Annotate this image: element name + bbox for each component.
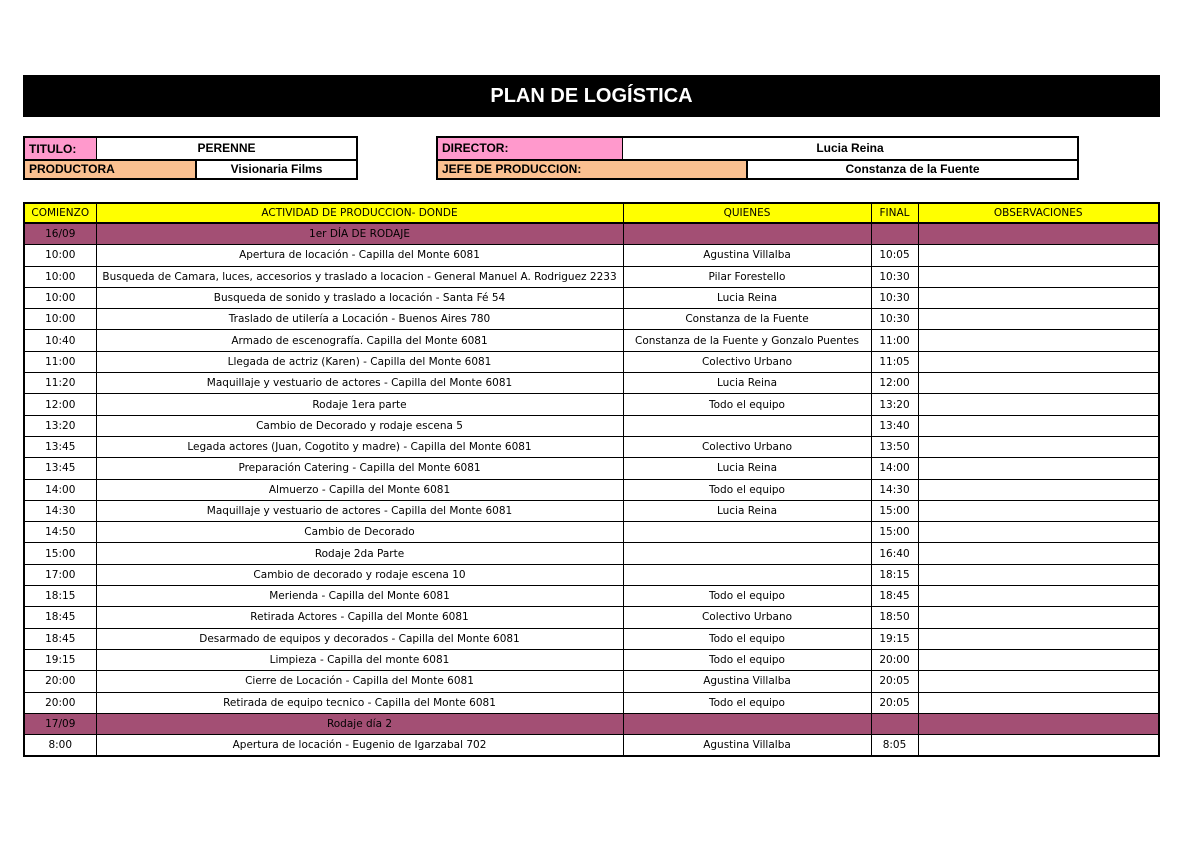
table-row	[24, 628, 1159, 649]
activity-cell: Cambio de Decorado y rodaje escena 5	[96, 415, 623, 436]
who-cell	[623, 223, 871, 245]
table-row	[24, 330, 1159, 351]
start-cell: 10:00	[24, 266, 96, 287]
activity-cell: Merienda - Capilla del Monte 6081	[96, 586, 623, 607]
activity-cell: Apertura de locación - Capilla del Monte 6081	[96, 245, 623, 266]
activity-cell: Rodaje 1era parte	[96, 394, 623, 415]
start-cell: 10:40	[24, 330, 96, 351]
end-cell: 15:00	[871, 522, 918, 543]
who-cell	[623, 543, 871, 564]
end-cell	[871, 713, 918, 734]
activity-cell: Cambio de decorado y rodaje escena 10	[96, 564, 623, 585]
end-cell: 8:05	[871, 735, 918, 757]
page-title: PLAN DE LOGÍSTICA	[23, 75, 1160, 117]
who-cell: Constanza de la Fuente	[623, 309, 871, 330]
start-cell: 13:45	[24, 458, 96, 479]
productora-label: PRODUCTORA	[25, 161, 197, 178]
start-cell: 18:45	[24, 628, 96, 649]
activity-cell: Maquillaje y vestuario de actores - Capilla del Monte 6081	[96, 500, 623, 521]
who-cell: Todo el equipo	[623, 692, 871, 713]
col-header-quienes: QUIENES	[623, 203, 871, 223]
end-cell: 14:00	[871, 458, 918, 479]
activity-cell: Maquillaje y vestuario de actores - Capilla del Monte 6081	[96, 373, 623, 394]
who-cell	[623, 415, 871, 436]
col-header-observaciones: OBSERVACIONES	[918, 203, 1159, 223]
obs-cell	[918, 351, 1159, 372]
obs-cell	[918, 373, 1159, 394]
obs-cell	[918, 522, 1159, 543]
table-row	[24, 543, 1159, 564]
activity-cell: Desarmado de equipos y decorados - Capilla del Monte 6081	[96, 628, 623, 649]
table-row	[24, 735, 1159, 757]
start-cell: 14:50	[24, 522, 96, 543]
activity-cell: Cierre de Locación - Capilla del Monte 6081	[96, 671, 623, 692]
start-cell: 17:00	[24, 564, 96, 585]
table-row	[24, 394, 1159, 415]
obs-cell	[918, 586, 1159, 607]
end-cell: 14:30	[871, 479, 918, 500]
who-cell: Todo el equipo	[623, 628, 871, 649]
obs-cell	[918, 223, 1159, 245]
who-cell: Todo el equipo	[623, 394, 871, 415]
start-cell: 10:00	[24, 287, 96, 308]
start-cell: 14:00	[24, 479, 96, 500]
who-cell: Agustina Villalba	[623, 671, 871, 692]
who-cell: Lucia Reina	[623, 373, 871, 394]
day-header-row	[24, 223, 1159, 245]
activity-cell: 1er DÍA DE RODAJE	[96, 223, 623, 245]
table-row	[24, 692, 1159, 713]
who-cell	[623, 564, 871, 585]
jefe-label: JEFE DE PRODUCCION:	[438, 161, 748, 178]
end-cell: 13:50	[871, 436, 918, 457]
who-cell	[623, 522, 871, 543]
table-row	[24, 500, 1159, 521]
start-cell: 18:45	[24, 607, 96, 628]
end-cell: 13:40	[871, 415, 918, 436]
end-cell: 12:00	[871, 373, 918, 394]
table-row	[24, 436, 1159, 457]
who-cell: Colectivo Urbano	[623, 436, 871, 457]
who-cell: Lucia Reina	[623, 287, 871, 308]
obs-cell	[918, 458, 1159, 479]
obs-cell	[918, 415, 1159, 436]
start-cell: 13:45	[24, 436, 96, 457]
start-cell: 10:00	[24, 245, 96, 266]
table-row	[24, 458, 1159, 479]
who-cell: Agustina Villalba	[623, 735, 871, 757]
obs-cell	[918, 330, 1159, 351]
obs-cell	[918, 671, 1159, 692]
end-cell: 10:30	[871, 287, 918, 308]
who-cell: Agustina Villalba	[623, 245, 871, 266]
start-cell: 11:20	[24, 373, 96, 394]
end-cell: 20:05	[871, 671, 918, 692]
activity-cell: Traslado de utilería a Locación - Buenos Aires 780	[96, 309, 623, 330]
end-cell: 11:00	[871, 330, 918, 351]
who-cell	[623, 713, 871, 734]
start-cell: 12:00	[24, 394, 96, 415]
table-row	[24, 564, 1159, 585]
production-info-right	[436, 136, 1079, 180]
start-cell: 19:15	[24, 649, 96, 670]
col-header-actividad: ACTIVIDAD DE PRODUCCION- DONDE	[96, 203, 623, 223]
activity-cell: Apertura de locación - Eugenio de Igarzabal 702	[96, 735, 623, 757]
obs-cell	[918, 713, 1159, 734]
activity-cell: Almuerzo - Capilla del Monte 6081	[96, 479, 623, 500]
activity-cell: Busqueda de Camara, luces, accesorios y traslado a locacion - General Manuel A. Rodriguez 2233	[96, 266, 623, 287]
jefe-value: Constanza de la Fuente	[845, 162, 980, 176]
end-cell: 13:20	[871, 394, 918, 415]
who-cell: Colectivo Urbano	[623, 607, 871, 628]
end-cell: 10:05	[871, 245, 918, 266]
end-cell: 20:00	[871, 649, 918, 670]
activity-cell: Armado de escenografía. Capilla del Monte 6081	[96, 330, 623, 351]
obs-cell	[918, 287, 1159, 308]
end-cell: 19:15	[871, 628, 918, 649]
production-info-left	[23, 136, 358, 180]
table-row	[24, 586, 1159, 607]
obs-cell	[918, 479, 1159, 500]
end-cell: 18:45	[871, 586, 918, 607]
obs-cell	[918, 266, 1159, 287]
obs-cell	[918, 543, 1159, 564]
end-cell: 16:40	[871, 543, 918, 564]
start-cell: 14:30	[24, 500, 96, 521]
obs-cell	[918, 309, 1159, 330]
end-cell	[871, 223, 918, 245]
activity-cell: Rodaje día 2	[96, 713, 623, 734]
obs-cell	[918, 245, 1159, 266]
table-row	[24, 266, 1159, 287]
obs-cell	[918, 500, 1159, 521]
activity-cell: Retirada de equipo tecnico - Capilla del Monte 6081	[96, 692, 623, 713]
productora-value: Visionaria Films	[230, 162, 323, 176]
activity-cell: Cambio de Decorado	[96, 522, 623, 543]
activity-cell: Busqueda de sonido y traslado a locación - Santa Fé 54	[96, 287, 623, 308]
table-row	[24, 287, 1159, 308]
table-row	[24, 245, 1159, 266]
who-cell: Constanza de la Fuente y Gonzalo Puentes	[623, 330, 871, 351]
end-cell: 20:05	[871, 692, 918, 713]
start-cell: 13:20	[24, 415, 96, 436]
col-header-comienzo: COMIENZO	[24, 203, 96, 223]
who-cell: Pilar Forestello	[623, 266, 871, 287]
day-header-row	[24, 713, 1159, 734]
start-cell: 20:00	[24, 671, 96, 692]
start-cell: 8:00	[24, 735, 96, 757]
end-cell: 18:50	[871, 607, 918, 628]
table-row	[24, 351, 1159, 372]
obs-cell	[918, 564, 1159, 585]
table-row	[24, 373, 1159, 394]
end-cell: 11:05	[871, 351, 918, 372]
activity-cell: Preparación Catering - Capilla del Monte 6081	[96, 458, 623, 479]
table-header-row	[24, 203, 1159, 223]
table-row	[24, 415, 1159, 436]
table-row	[24, 522, 1159, 543]
activity-cell: Llegada de actriz (Karen) - Capilla del Monte 6081	[96, 351, 623, 372]
who-cell: Lucia Reina	[623, 458, 871, 479]
table-row	[24, 309, 1159, 330]
table-row	[24, 479, 1159, 500]
start-cell: 17/09	[24, 713, 96, 734]
who-cell: Lucia Reina	[623, 500, 871, 521]
titulo-value: PERENNE	[197, 141, 256, 155]
who-cell: Todo el equipo	[623, 479, 871, 500]
start-cell: 18:15	[24, 586, 96, 607]
table-row	[24, 607, 1159, 628]
director-label: DIRECTOR:	[438, 138, 623, 159]
col-header-final: FINAL	[871, 203, 918, 223]
start-cell: 15:00	[24, 543, 96, 564]
end-cell: 18:15	[871, 564, 918, 585]
end-cell: 10:30	[871, 266, 918, 287]
table-row	[24, 671, 1159, 692]
obs-cell	[918, 394, 1159, 415]
titulo-label: TITULO:	[25, 138, 97, 159]
activity-cell: Rodaje 2da Parte	[96, 543, 623, 564]
director-value: Lucia Reina	[816, 141, 884, 155]
table-row	[24, 649, 1159, 670]
who-cell: Todo el equipo	[623, 586, 871, 607]
obs-cell	[918, 692, 1159, 713]
logistics-table	[23, 202, 1160, 757]
obs-cell	[918, 436, 1159, 457]
start-cell: 16/09	[24, 223, 96, 245]
obs-cell	[918, 628, 1159, 649]
start-cell: 20:00	[24, 692, 96, 713]
start-cell: 10:00	[24, 309, 96, 330]
who-cell: Colectivo Urbano	[623, 351, 871, 372]
obs-cell	[918, 735, 1159, 757]
obs-cell	[918, 649, 1159, 670]
obs-cell	[918, 607, 1159, 628]
activity-cell: Limpieza - Capilla del monte 6081	[96, 649, 623, 670]
start-cell: 11:00	[24, 351, 96, 372]
who-cell: Todo el equipo	[623, 649, 871, 670]
activity-cell: Legada actores (Juan, Cogotito y madre) - Capilla del Monte 6081	[96, 436, 623, 457]
end-cell: 15:00	[871, 500, 918, 521]
activity-cell: Retirada Actores - Capilla del Monte 6081	[96, 607, 623, 628]
end-cell: 10:30	[871, 309, 918, 330]
